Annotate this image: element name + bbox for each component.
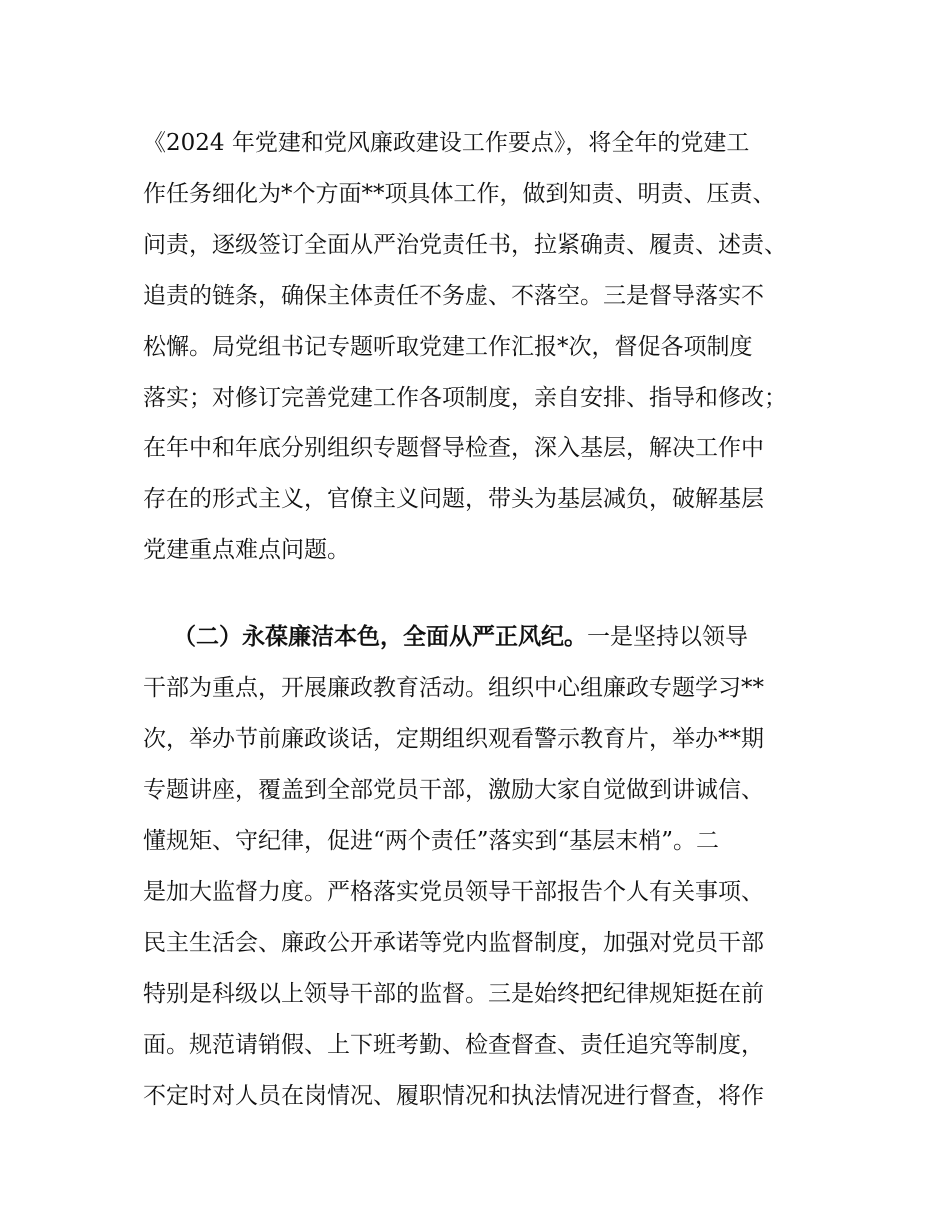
body-text-line: 《2024 年党建和党风廉政建设工作要点》，将全年的党建工 xyxy=(143,130,750,156)
body-text-line: 追责的链条，确保主体责任不务虚、不落空。三是督导落实不 xyxy=(143,283,764,309)
body-text-line: 是加大监督力度。严格落实党员领导干部报告个人有关事项、 xyxy=(143,879,764,905)
body-text-line: 次，举办节前廉政谈话，定期组织观看警示教育片，举办**期 xyxy=(143,726,764,752)
body-text-line: 特别是科级以上领导干部的监督。三是始终把纪律规矩挺在前 xyxy=(143,981,764,1007)
section-first-line xyxy=(173,623,748,651)
body-text-line: 在年中和年底分别组织专题督导检查，深入基层，解决工作中 xyxy=(143,435,764,461)
body-text-line: 不定时对人员在岗情况、履职情况和执法情况进行督查，将作 xyxy=(143,1083,764,1109)
body-text-line: 懂规矩、守纪律，促进“两个责任”落实到“基层末梢”。二 xyxy=(143,828,720,854)
body-text-line: 干部为重点，开展廉政教育活动。组织中心组廉政专题学习** xyxy=(143,675,764,701)
body-text-line: 松懈。局党组书记专题听取党建工作汇报*次，督促各项制度 xyxy=(143,334,753,360)
section-first-line-text: 一是坚持以领导 xyxy=(587,624,748,650)
body-text-line: 党建重点难点问题。 xyxy=(143,537,350,563)
body-text-line: 问责，逐级签订全面从严治党责任书，拉紧确责、履责、述责、 xyxy=(143,232,787,258)
body-text-line: 落实；对修订完善党建工作各项制度，亲自安排、指导和修改； xyxy=(143,385,787,411)
body-text-line: 存在的形式主义，官僚主义问题，带头为基层减负，破解基层 xyxy=(143,486,764,512)
body-text-line: 民主生活会、廉政公开承诺等党内监督制度，加强对党员干部 xyxy=(143,930,764,956)
body-text-line: 专题讲座，覆盖到全部党员干部，激励大家自觉做到讲诚信、 xyxy=(143,777,764,803)
body-text-line: 作任务细化为*个方面**项具体工作，做到知责、明责、压责、 xyxy=(143,181,776,207)
body-text-line: 面。规范请销假、上下班考勤、检查督查、责任追究等制度， xyxy=(143,1032,764,1058)
section-heading: （二）永葆廉洁本色，全面从严正风纪。 xyxy=(173,624,587,650)
